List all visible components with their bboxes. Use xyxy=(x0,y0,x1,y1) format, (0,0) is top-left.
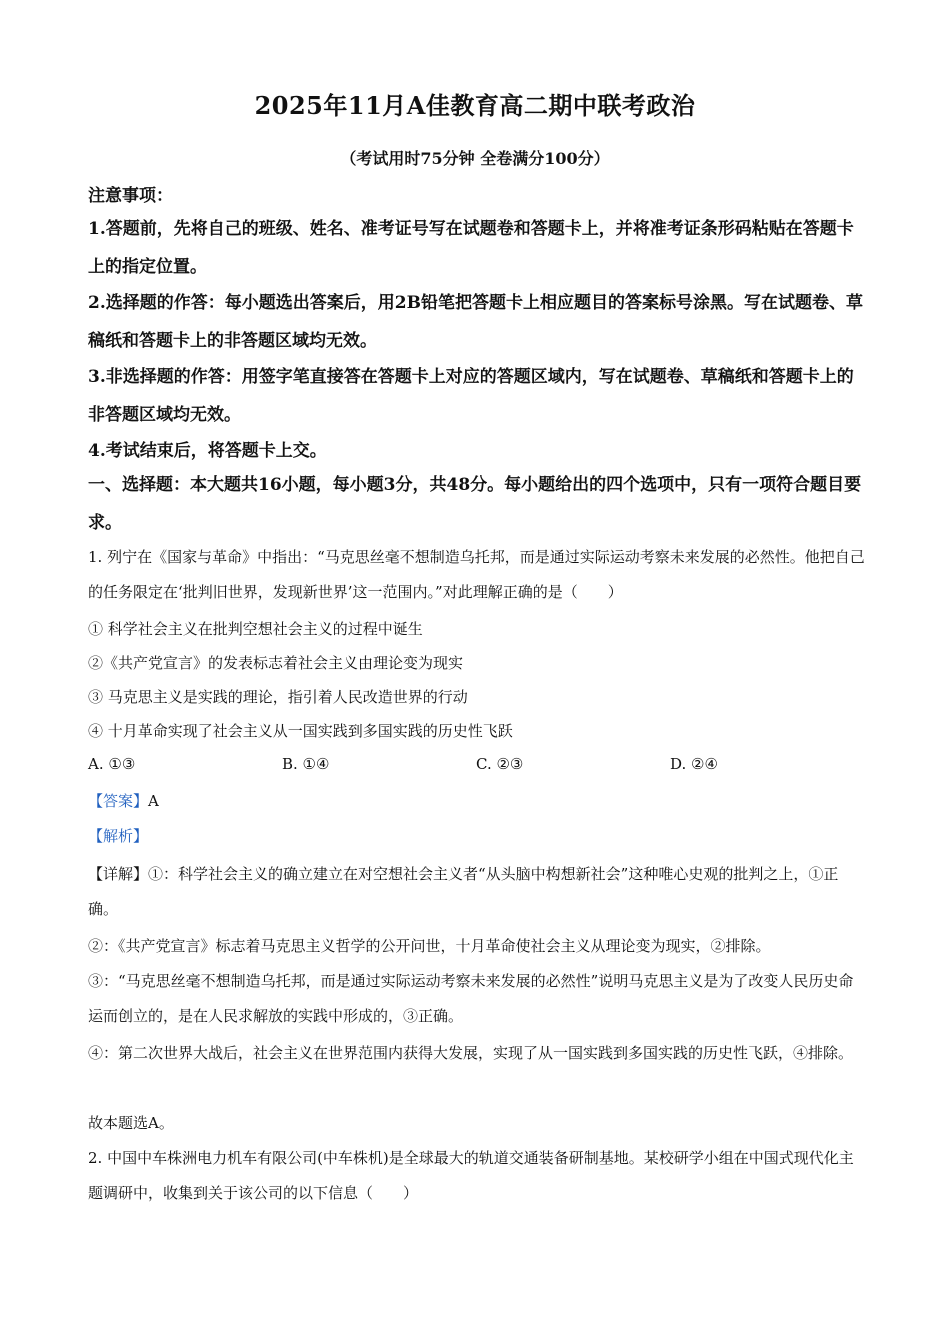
exam-title: 2025年11月A佳教育高二期中联考政治 xyxy=(254,91,696,120)
question-1-statement-2: ②《共产党宣言》的发表标志着社会主义由理论变为现实 xyxy=(88,654,464,672)
detail-paragraph-1: 【详解】①：科学社会主义的确立建立在对空想社会主义者“从头脑中构想新社会”这种唯心史观的批判之上，①正确。 xyxy=(88,865,839,918)
notice-heading: 注意事项： xyxy=(88,186,173,206)
analysis-tag: 【解析】 xyxy=(88,827,149,845)
question-1-choice-b: B. ①④ xyxy=(282,755,330,773)
question-1-choice-c: C. ②③ xyxy=(476,755,524,773)
notice-item-1: 1.答题前，先将自己的班级、姓名、准考证号写在试题卷和答题卡上，并将准考证条形码粘贴在答题卡上的指定位置。 xyxy=(88,219,854,277)
answer-value: A xyxy=(148,792,159,810)
answer-line xyxy=(88,790,159,811)
notice-item-3: 3.非选择题的作答：用签字笔直接答在答题卡上对应的答题区域内，写在试题卷、草稿纸和答题卡上的非答题区域均无效。 xyxy=(88,367,854,425)
question-1-statement-4: ④ 十月革命实现了社会主义从一国实践到多国实践的历史性飞跃 xyxy=(88,722,513,740)
notice-item-2: 2.选择题的作答：每小题选出答案后，用2B铅笔把答题卡上相应题目的答案标号涂黑。写在试题卷、草稿纸和答题卡上的非答题区域均无效。 xyxy=(88,293,863,351)
question-1-statement-1: ① 科学社会主义在批判空想社会主义的过程中诞生 xyxy=(88,620,423,638)
answer-tag: 【答案】 xyxy=(88,792,149,810)
question-1-choice-a: A. ①③ xyxy=(88,755,136,773)
exam-subtitle: （考试用时75分钟 全卷满分100分） xyxy=(340,149,610,168)
section-heading: 一、选择题：本大题共16小题，每小题3分，共48分。每小题给出的四个选项中，只有一项符合题目要求。 xyxy=(88,475,862,533)
detail-paragraph-3: ③：“马克思丝毫不想制造乌托邦，而是通过实际运动考察未来发展的必然性”说明马克思主义是为了改变人民历史命运而创立的，是在人民求解放的实践中形成的，③正确。 xyxy=(88,972,854,1025)
detail-paragraph-2: ②：《共产党宣言》标志着马克思主义哲学的公开问世，十月革命使社会主义从理论变为现实，②排除。 xyxy=(88,937,771,955)
detail-conclusion: 故本题选A。 xyxy=(88,1114,174,1132)
question-1-choice-d: D. ②④ xyxy=(670,755,718,773)
detail-paragraph-4: ④：第二次世界大战后，社会主义在世界范围内获得大发展，实现了从一国实践到多国实践的历史性飞跃，④排除。 xyxy=(88,1044,854,1062)
question-1-stem: 1. 列宁在《国家与革命》中指出：“马克思丝毫不想制造乌托邦，而是通过实际运动考察未来发展的必然性。他把自己的任务限定在‘批判旧世界，发现新世界’这一范围内。”对此理解正确的是（ ） xyxy=(88,548,865,601)
question-1-statement-3: ③ 马克思主义是实践的理论，指引着人民改造世界的行动 xyxy=(88,688,468,706)
notice-item-4: 4.考试结束后，将答题卡上交。 xyxy=(88,441,327,461)
question-2-stem: 2. 中国中车株洲电力机车有限公司(中车株机)是全球最大的轨道交通装备研制基地。某校研学小组在中国式现代化主题调研中，收集到关于该公司的以下信息（ ） xyxy=(88,1149,854,1202)
